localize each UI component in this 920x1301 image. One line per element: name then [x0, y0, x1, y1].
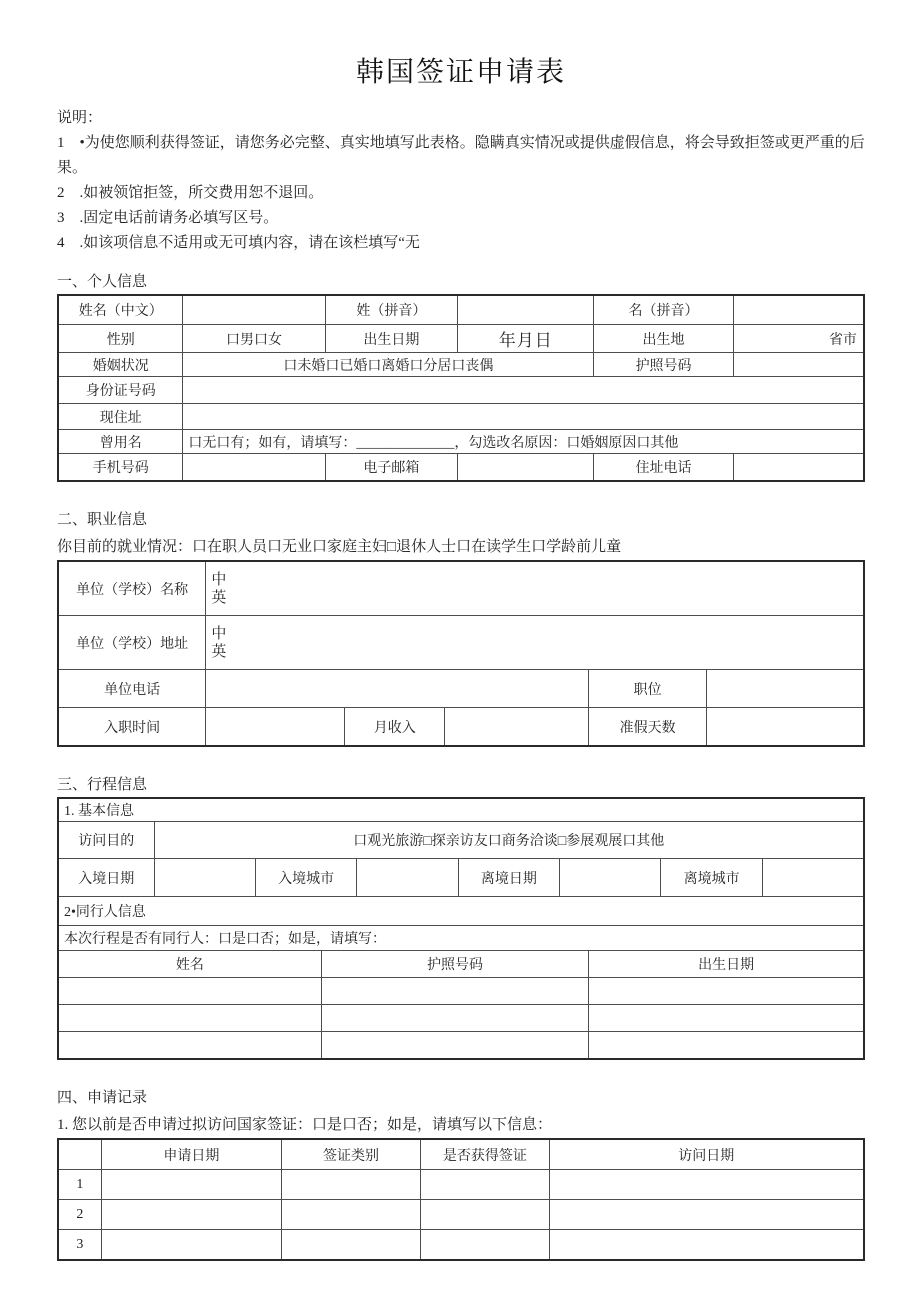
- input-exit-city[interactable]: [762, 859, 863, 896]
- label-position: 职位: [588, 670, 706, 707]
- instruction-item-3: 3 .固定电话前请务必填写区号。: [57, 210, 279, 226]
- table-row: [59, 376, 863, 403]
- label-monthly-income: 月收入: [344, 708, 444, 745]
- table-row: [59, 296, 863, 324]
- instruction-item-4: 4 .如该项信息不适用或无可填内容，请在该栏填写“无: [57, 235, 420, 251]
- label-current-address: 现住址: [99, 410, 142, 426]
- input-companion-name-2[interactable]: [59, 1005, 321, 1031]
- input-companion-dob-3[interactable]: [588, 1032, 863, 1058]
- row-number: 1: [76, 1176, 84, 1192]
- input-visa-type-1[interactable]: [281, 1170, 420, 1199]
- itinerary-table: [57, 797, 865, 1060]
- input-home-phone[interactable]: [733, 454, 863, 480]
- input-email[interactable]: [457, 454, 593, 480]
- en-line-label: 英: [211, 642, 227, 660]
- purpose-options: 口观光旅游□探亲访友口商务洽谈□参展观展口其他: [154, 822, 863, 858]
- input-exit-date[interactable]: [559, 859, 660, 896]
- input-monthly-income[interactable]: [444, 708, 588, 745]
- table-row: [59, 615, 863, 669]
- gender-options: 口男口女: [182, 325, 324, 352]
- table-row: [59, 896, 863, 925]
- section-heading-itinerary: 三、行程信息: [57, 777, 148, 793]
- input-entry-city[interactable]: [356, 859, 457, 896]
- input-companion-passport-1[interactable]: [321, 978, 589, 1004]
- table-row: [59, 429, 863, 453]
- label-start-date: 入职时间: [104, 720, 161, 736]
- label-exit-city: 离境城市: [660, 859, 761, 896]
- table-row: [59, 453, 863, 480]
- input-visa-type-2[interactable]: [281, 1200, 420, 1229]
- label-gender: 性别: [106, 332, 135, 348]
- table-row: [59, 707, 863, 745]
- occupation-table: [57, 560, 865, 747]
- row-number: 3: [76, 1236, 84, 1252]
- marital-options: 口未婚口已婚口离婚口分居口丧偶: [182, 353, 593, 376]
- section-heading-records: 四、申请记录: [57, 1090, 148, 1106]
- input-entry-date[interactable]: [154, 859, 255, 896]
- label-work-phone: 单位电话: [104, 682, 161, 698]
- cn-line-label: 中: [211, 570, 227, 588]
- column-header-name: 姓名: [175, 958, 204, 973]
- former-name-options: 口无口有；如有，请填写：______________，勾选改名原因：口婚姻原因口其他: [182, 430, 863, 453]
- instructions-block: [57, 106, 865, 256]
- input-given-pinyin[interactable]: [733, 296, 863, 324]
- table-header-row: [59, 950, 863, 977]
- label-entry-city: 入境城市: [255, 859, 356, 896]
- input-id-number[interactable]: [182, 377, 863, 403]
- basic-info-subheading: 1. 基本信息: [64, 804, 134, 819]
- input-surname-pinyin[interactable]: [457, 296, 593, 324]
- instruction-item-2: 2 .如被领馆拒签，所交费用恕不退回。: [57, 185, 324, 201]
- input-leave-days[interactable]: [706, 708, 863, 745]
- input-position[interactable]: [706, 670, 863, 707]
- input-employer-address[interactable]: [205, 616, 863, 669]
- input-start-date[interactable]: [205, 708, 344, 745]
- input-companion-passport-3[interactable]: [321, 1032, 589, 1058]
- label-id-number: 身份证号码: [85, 384, 156, 399]
- input-passport-number[interactable]: [733, 353, 863, 376]
- personal-info-table: [57, 294, 865, 482]
- input-work-phone[interactable]: [205, 670, 588, 707]
- label-home-phone: 住址电话: [593, 454, 732, 480]
- input-companion-dob-1[interactable]: [588, 978, 863, 1004]
- companions-subheading: 2•同行人信息: [64, 905, 146, 920]
- dob-format-hint: 年月日: [457, 325, 593, 352]
- input-companion-name-3[interactable]: [59, 1032, 321, 1058]
- input-companion-passport-2[interactable]: [321, 1005, 589, 1031]
- input-granted-2[interactable]: [420, 1200, 548, 1229]
- label-surname-pinyin: 姓（拼音）: [325, 296, 457, 324]
- input-companion-dob-2[interactable]: [588, 1005, 863, 1031]
- birthplace-hint: 省市: [733, 325, 863, 352]
- input-apply-date-2[interactable]: [101, 1200, 281, 1229]
- en-line-label: 英: [211, 588, 227, 606]
- input-visa-type-3[interactable]: [281, 1230, 420, 1259]
- table-row: [59, 799, 863, 821]
- column-header-visit-date: 访问日期: [549, 1140, 863, 1169]
- label-employer-name: 单位（学校）名称: [76, 582, 189, 598]
- cn-line-label: 中: [211, 624, 227, 642]
- input-visit-date-1[interactable]: [549, 1170, 863, 1199]
- label-leave-days: 准假天数: [588, 708, 706, 745]
- table-row: [59, 562, 863, 615]
- input-name-cn[interactable]: [182, 296, 324, 324]
- table-row: [59, 821, 863, 858]
- column-header-visa-type: 签证类别: [281, 1140, 420, 1169]
- input-apply-date-3[interactable]: [101, 1230, 281, 1259]
- input-employer-name[interactable]: [205, 562, 863, 615]
- label-entry-date: 入境日期: [78, 871, 135, 887]
- label-mobile: 手机号码: [92, 461, 149, 476]
- input-granted-1[interactable]: [420, 1170, 548, 1199]
- table-row: [59, 1004, 863, 1031]
- table-row: [59, 1169, 863, 1199]
- table-row: [59, 669, 863, 707]
- table-row: [59, 1229, 863, 1259]
- label-passport-number: 护照号码: [593, 353, 732, 376]
- label-given-pinyin: 名（拼音）: [593, 296, 732, 324]
- label-employer-address: 单位（学校）地址: [76, 636, 189, 652]
- input-companion-name-1[interactable]: [59, 978, 321, 1004]
- input-current-address[interactable]: [182, 404, 863, 429]
- companion-question: 本次行程是否有同行人：口是口否；如是，请填写：: [64, 932, 386, 947]
- column-header-dob: 出生日期: [588, 951, 863, 977]
- label-marital-status: 婚姻状况: [92, 358, 149, 374]
- label-email: 电子邮箱: [325, 454, 457, 480]
- table-header-row: [59, 1140, 863, 1169]
- column-header-apply-date: 申请日期: [101, 1140, 281, 1169]
- label-name-cn: 姓名（中文）: [78, 304, 163, 319]
- table-row: [59, 324, 863, 352]
- table-row: [59, 925, 863, 950]
- page-title: 韩国签证申请表: [355, 57, 566, 88]
- row-number: 2: [76, 1206, 84, 1222]
- table-row: [59, 858, 863, 896]
- label-visit-purpose: 访问目的: [78, 834, 135, 849]
- label-dob: 出生日期: [325, 325, 457, 352]
- table-row: [59, 403, 863, 429]
- input-mobile[interactable]: [182, 454, 324, 480]
- input-visit-date-3[interactable]: [549, 1230, 863, 1259]
- section-heading-personal: 一、个人信息: [57, 274, 148, 290]
- column-header-index: [59, 1140, 101, 1169]
- label-exit-date: 离境日期: [458, 859, 559, 896]
- column-header-passport: 护照号码: [321, 951, 589, 977]
- column-header-granted: 是否获得签证: [420, 1140, 548, 1169]
- input-granted-3[interactable]: [420, 1230, 548, 1259]
- records-table: [57, 1138, 865, 1261]
- label-former-name: 曾用名: [99, 435, 142, 451]
- instruction-item-1: 1 •为使您顺利获得签证，请您务必完整、真实地填写此表格。隐瞒真实情况或提供虚假信息，将会导致拒签或更严重的后果。: [57, 135, 865, 176]
- records-question: 1. 您以前是否申请过拟访问国家签证：口是口否；如是，请填写以下信息：: [57, 1117, 553, 1133]
- label-birthplace: 出生地: [593, 325, 732, 352]
- table-row: [59, 1031, 863, 1058]
- instructions-heading: 说明：: [57, 110, 103, 126]
- input-visit-date-2[interactable]: [549, 1200, 863, 1229]
- table-row: [59, 352, 863, 376]
- table-row: [59, 1199, 863, 1229]
- section-heading-occupation: 二、职业信息: [57, 512, 148, 528]
- table-row: [59, 977, 863, 1004]
- employment-status-line: 你目前的就业情况：口在职人员口无业口家庭主妇□退休人士口在读学生口学龄前儿童: [57, 539, 622, 555]
- input-apply-date-1[interactable]: [101, 1170, 281, 1199]
